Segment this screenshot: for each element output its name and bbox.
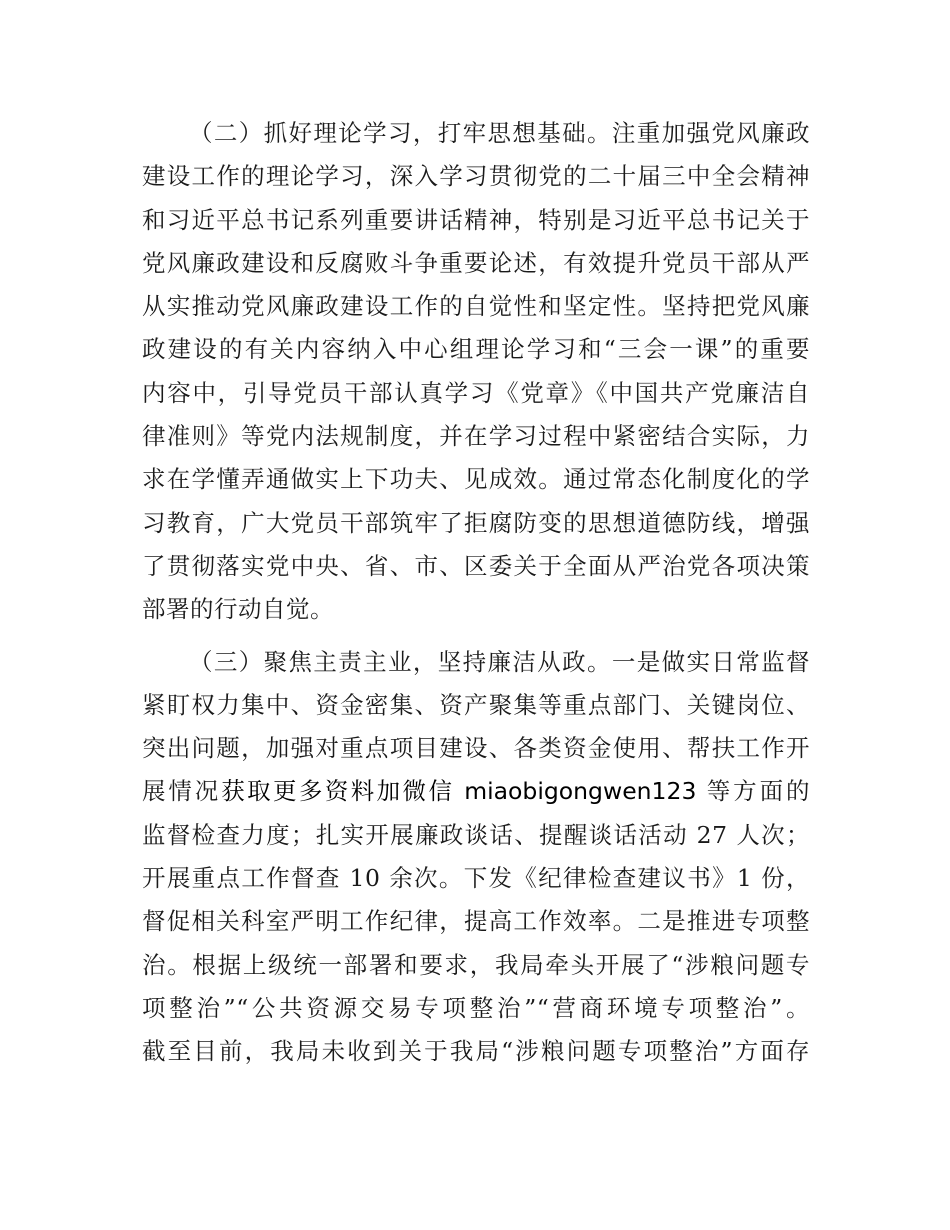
text-line: 求在学懂弄通做实上下功夫、见成效。通过常态化制度化的学 <box>142 465 810 494</box>
text-line: 督促相关科室严明工作纪律，提高工作效率。二是推进专项整 <box>142 907 810 936</box>
text-segment: 展情况 <box>142 777 222 806</box>
document-body <box>142 112 810 1074</box>
text-line: 部署的行动自觉。 <box>142 595 334 624</box>
text-line: 内容中，引导党员干部认真学习《党章》《中国共产党廉洁自 <box>142 378 810 407</box>
text-line: 开展重点工作督查 10 余次。下发《纪律检查建议书》1 份， <box>142 864 810 893</box>
text-line: 突出问题，加强对重点项目建设、各类资金使用、帮扶工作开 <box>142 734 810 763</box>
text-line: 监督检查力度；扎实开展廉政谈话、提醒谈话活动 27 人次； <box>142 820 810 849</box>
text-line: 截至目前，我局未收到关于我局“涉粮问题专项整治”方面存 <box>142 1037 810 1066</box>
text-line-with-notice <box>142 770 810 813</box>
text-line: 政建设的有关内容纳入中心组理论学习和“三会一课”的重要 <box>142 335 810 364</box>
text-line: 建设工作的理论学习，深入学习贯彻党的二十届三中全会精神 <box>142 162 810 191</box>
text-segment: 等方面的 <box>696 777 810 806</box>
paragraph-spacing <box>142 632 810 641</box>
text-line: 党风廉政建设和反腐败斗争重要论述，有效提升党员干部从严 <box>142 248 810 277</box>
text-line: 项整治”“公共资源交易专项整治”“营商环境专项整治”。 <box>142 993 810 1022</box>
paragraph-theory-study <box>142 112 810 632</box>
paragraph-main-duties <box>142 641 810 1074</box>
text-line: （三）聚焦主责主业，坚持廉洁从政。一是做实日常监督 <box>189 647 810 676</box>
text-line: 律准则》等党内法规制度，并在学习过程中紧密结合实际，力 <box>142 422 810 451</box>
text-line: （二）抓好理论学习，打牢思想基础。注重加强党风廉政 <box>189 119 810 147</box>
text-line: 和习近平总书记系列重要讲话精神，特别是习近平总书记关于 <box>142 205 810 234</box>
text-line: 了贯彻落实党中央、省、市、区委关于全面从严治党各项决策 <box>142 551 810 580</box>
text-line: 从实推动党风廉政建设工作的自觉性和坚定性。坚持把党风廉 <box>142 292 810 321</box>
text-line: 紧盯权力集中、资金密集、资产聚集等重点部门、关键岗位、 <box>142 690 810 719</box>
text-line: 治。根据上级统一部署和要求，我局牵头开展了“涉粮问题专 <box>142 950 810 979</box>
inserted-notice-text: 获取更多资料加微信 miaobigongwen123 <box>221 777 697 806</box>
text-line: 习教育，广大党员干部筑牢了拒腐防变的思想道德防线，增强 <box>142 508 810 537</box>
